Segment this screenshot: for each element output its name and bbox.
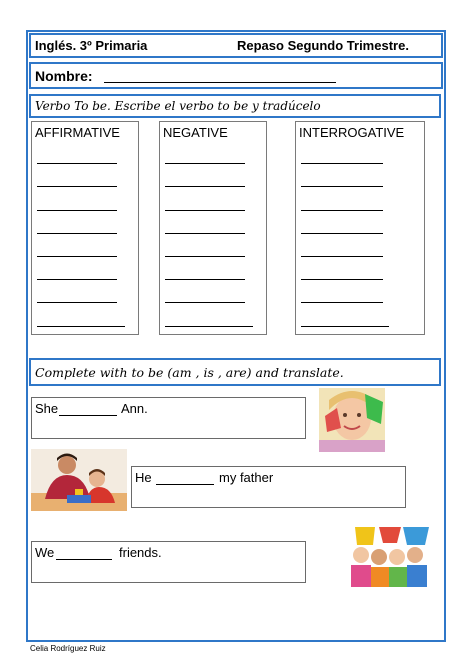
- name-field[interactable]: [29, 62, 443, 89]
- instruction-text: Verbo To be. Escribe el verbo to be y tradúcelo: [35, 99, 321, 113]
- sentence-blank[interactable]: [156, 484, 214, 485]
- answer-line[interactable]: [301, 233, 383, 234]
- answer-line[interactable]: [37, 186, 117, 187]
- answer-line[interactable]: [165, 210, 245, 211]
- answer-line[interactable]: [301, 302, 383, 303]
- answer-line[interactable]: [165, 186, 245, 187]
- answer-line[interactable]: [37, 302, 117, 303]
- sentence-end: Ann.: [121, 401, 148, 416]
- column-heading-negative: NEGATIVE: [163, 125, 228, 140]
- answer-line[interactable]: [301, 256, 383, 257]
- column-affirmative: [31, 121, 139, 335]
- answer-line[interactable]: [37, 256, 117, 257]
- header-bar: [29, 33, 443, 58]
- answer-line[interactable]: [165, 256, 245, 257]
- answer-line[interactable]: [37, 326, 125, 327]
- answer-line[interactable]: [165, 233, 245, 234]
- sentence-box-3: [31, 541, 306, 583]
- sentence-start: She: [35, 401, 59, 416]
- sentence-end: friends.: [119, 545, 162, 560]
- instruction-verb-to-be: [29, 94, 441, 118]
- father-son-image: [31, 449, 127, 511]
- answer-line[interactable]: [165, 326, 253, 327]
- name-blank-line[interactable]: [104, 82, 336, 83]
- answer-line[interactable]: [165, 302, 245, 303]
- answer-line[interactable]: [37, 163, 117, 164]
- answer-line[interactable]: [165, 279, 245, 280]
- answer-line[interactable]: [301, 163, 383, 164]
- answer-line[interactable]: [165, 163, 245, 164]
- answer-line[interactable]: [301, 210, 383, 211]
- answer-line[interactable]: [301, 279, 383, 280]
- answer-line[interactable]: [301, 326, 389, 327]
- children-group-image: [345, 527, 433, 587]
- sentence-end: my father: [219, 470, 274, 485]
- footer-author: Celia Rodríguez Ruiz: [30, 644, 106, 653]
- answer-line[interactable]: [301, 186, 383, 187]
- sentence-start: He: [135, 470, 152, 485]
- sentence-box-2: [131, 466, 406, 508]
- instruction-text: Complete with to be (am , is , are) and translate.: [35, 365, 344, 380]
- column-negative: [159, 121, 267, 335]
- answer-line[interactable]: [37, 233, 117, 234]
- answer-line[interactable]: [37, 279, 117, 280]
- sentence-blank[interactable]: [59, 415, 117, 416]
- instruction-complete: [29, 358, 441, 386]
- sentence-start: We: [35, 545, 55, 560]
- sentence-box-1: [31, 397, 306, 439]
- header-title: Repaso Segundo Trimestre.: [237, 38, 409, 53]
- sentence-blank[interactable]: [56, 559, 112, 560]
- girl-painted-hands-image: [319, 388, 385, 452]
- answer-line[interactable]: [37, 210, 117, 211]
- name-label: Nombre:: [35, 68, 93, 84]
- column-heading-affirmative: AFFIRMATIVE: [35, 125, 120, 140]
- column-heading-interrogative: INTERROGATIVE: [299, 125, 405, 140]
- column-interrogative: [295, 121, 425, 335]
- header-subject: Inglés. 3º Primaria: [35, 38, 148, 53]
